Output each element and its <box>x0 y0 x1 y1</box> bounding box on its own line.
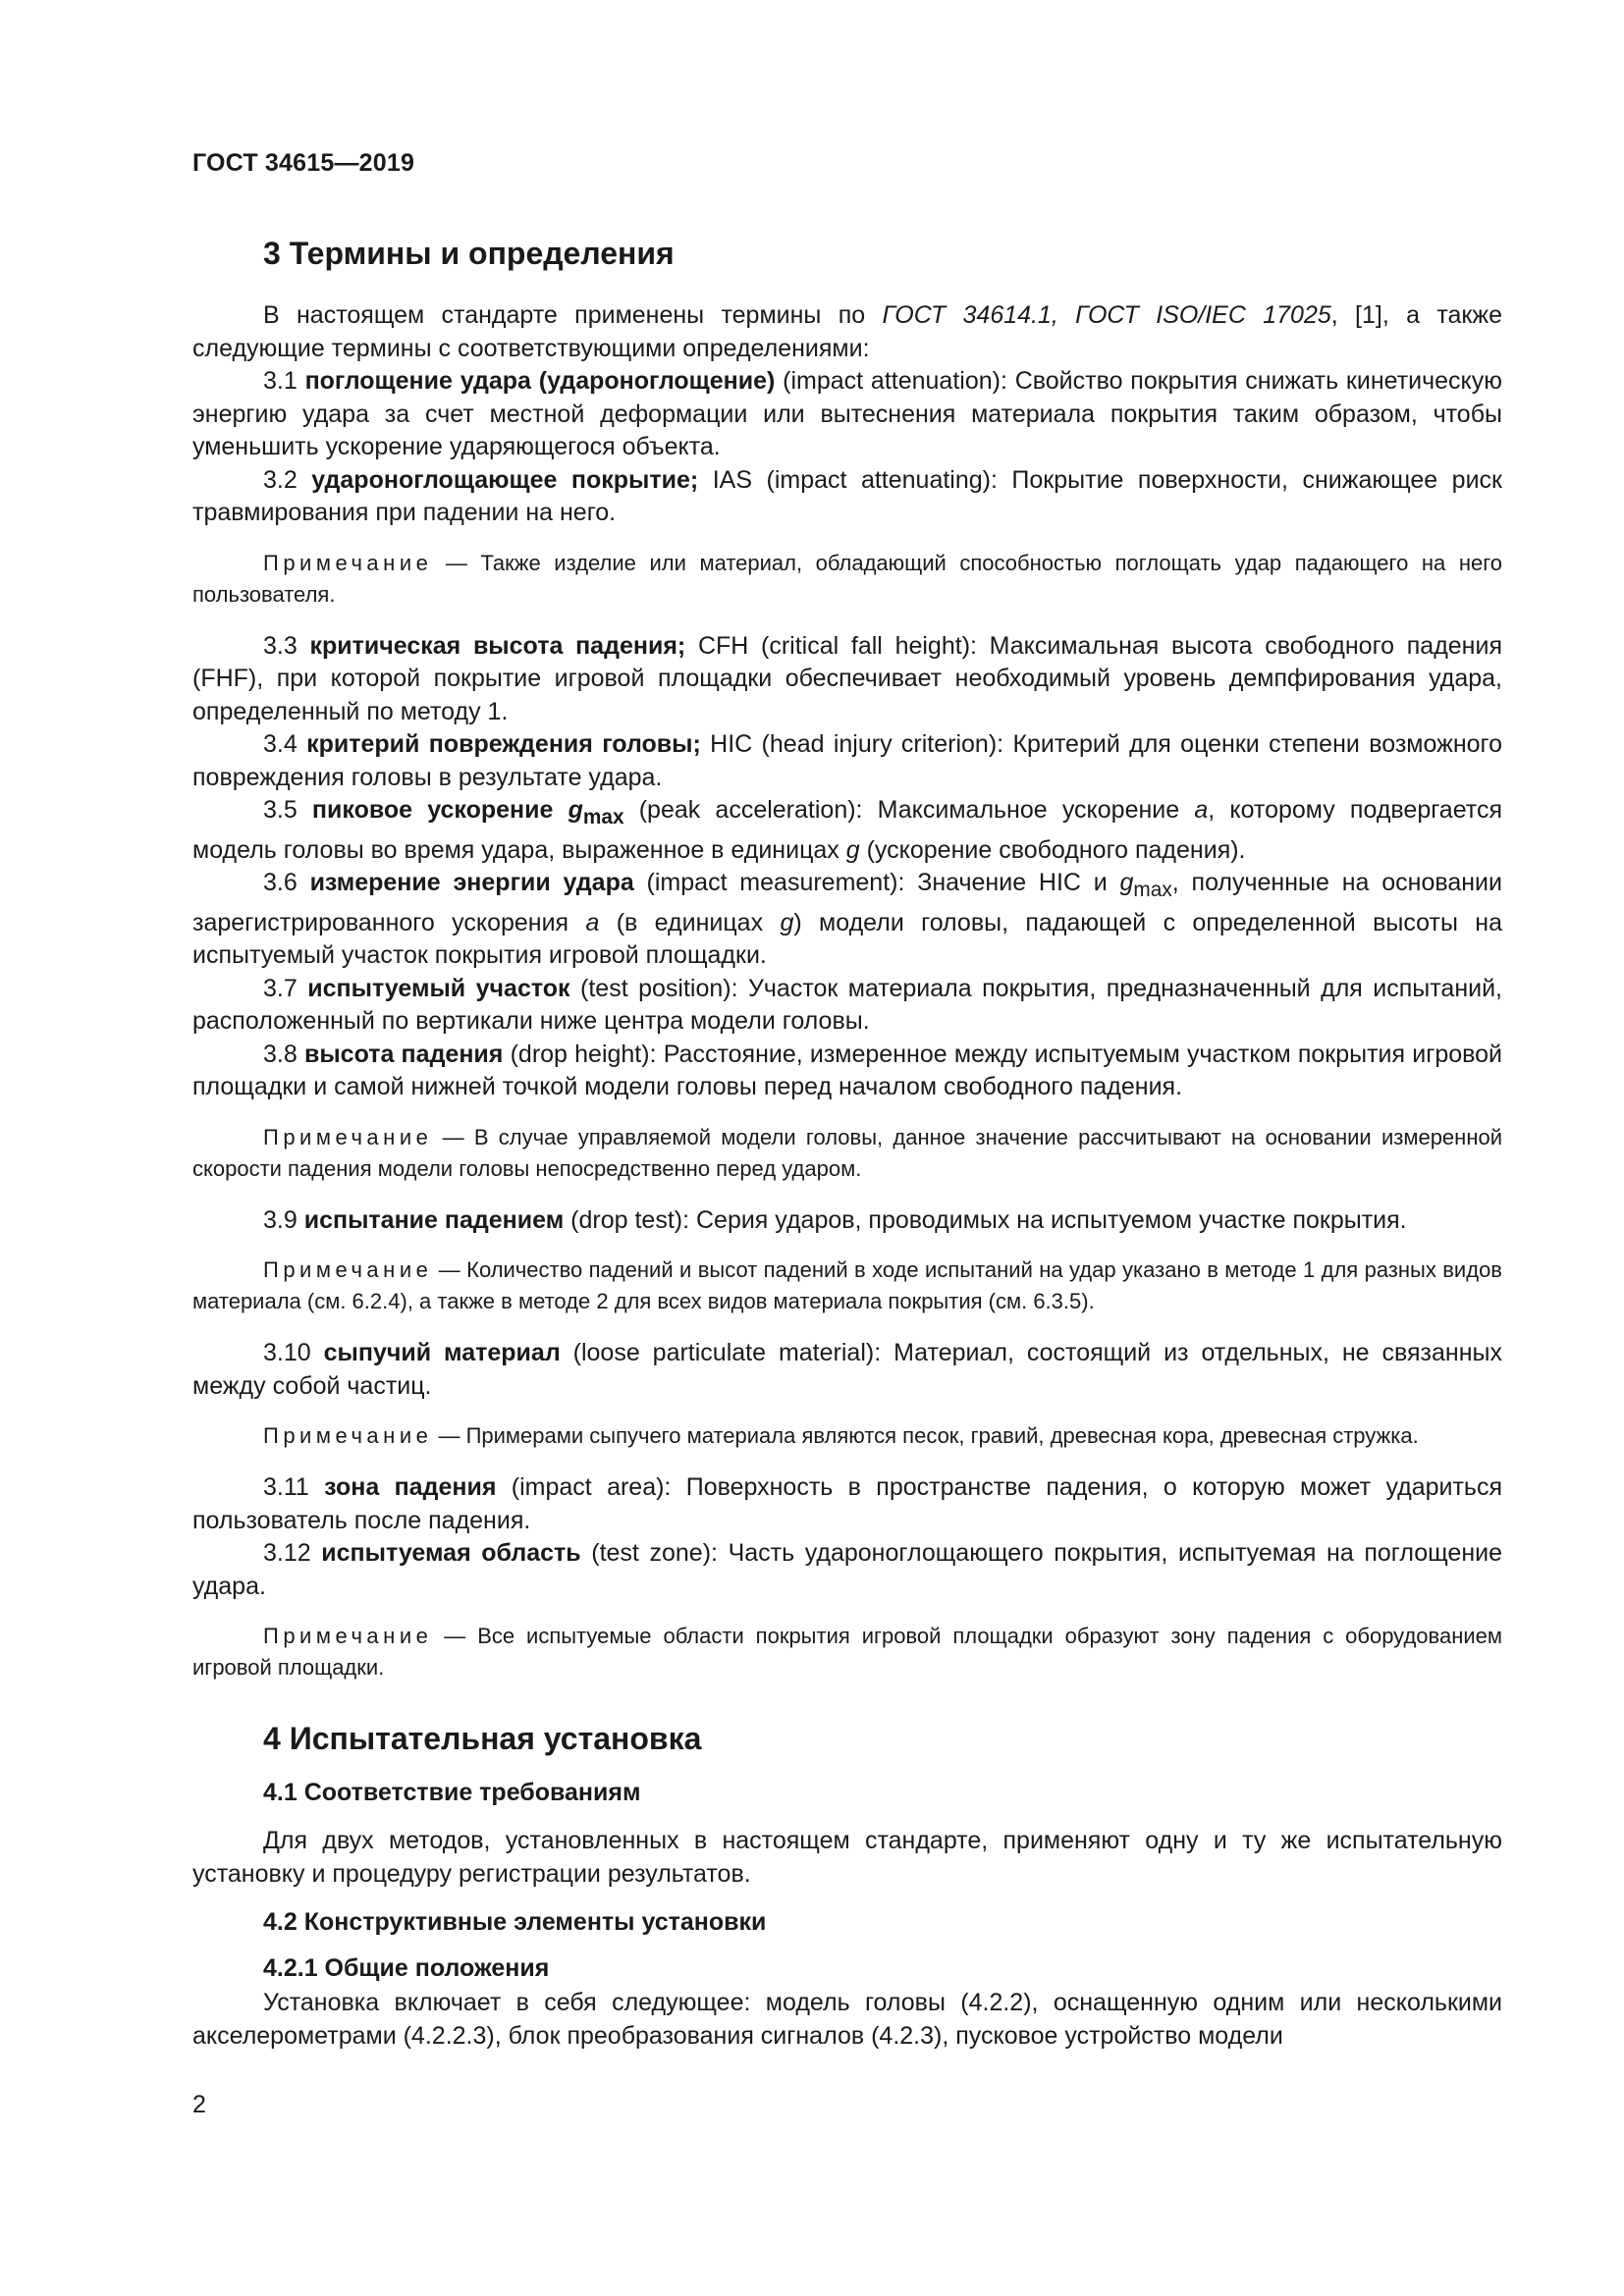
document-header: ГОСТ 34615—2019 <box>192 149 415 177</box>
section-4-title: 4 Испытательная установка <box>263 1721 702 1756</box>
term-3-11: 3.11 зона падения (impact area): Поверхность в пространстве падения, о которую может удариться пользователь после падения. <box>192 1473 1502 1534</box>
term-3-12: 3.12 испытуемая область (test zone): Часть удароноглощающего покрытия, испытуемая на поглощение удара. <box>192 1539 1502 1600</box>
subsection-4-1-text: Для двух методов, установленных в настоящем стандарте, применяют одну и ту же испытательную установку и процедуру регистрации результатов. <box>192 1827 1502 1888</box>
note-1: Примечание — Также изделие или материал, обладающий способностью поглощать удар падающего на него пользователя. <box>192 550 1502 607</box>
term-3-5: 3.5 пиковое ускорение $g_{max}$ (peak acceleration): Максимальное ускорение a, которому подвергается модель головы во время удара, выраженное в единицах g (ускорение свободного падения). <box>192 796 1502 864</box>
term-3-9: 3.9 испытание падением (drop test): Серия ударов, проводимых на испытуемом участке покрытия. <box>263 1205 1407 1234</box>
note-3: Примечание — Количество падений и высот падений в ходе испытаний на удар указано в методе 1 для разных видов материала (см. 6.2.4), а также в методе 2 для всех видов материала покрытия (см. 6.3.5). <box>192 1257 1502 1313</box>
note-4: Примечание — Примерами сыпучего материала являются песок, гравий, древесная кора, древесная стружка. <box>263 1423 1419 1448</box>
term-3-10: 3.10 сыпучий материал (loose particulate material): Материал, состоящий из отдельных, не связанных между собой частиц. <box>192 1339 1502 1400</box>
term-3-1: 3.1 поглощение удара (удароноглощение) (impact attenuation): Свойство покрытия снижать кинетическую энергию удара за счет местной деформации или вытеснения материала покрытия таким образом, чтобы уменьшить ускорение ударяющегося объекта. <box>192 367 1503 460</box>
term-3-2: 3.2 удароноглощающее покрытие; IAS (impact attenuating): Покрытие поверхности, снижающее риск травмирования при падении на него. <box>192 465 1502 526</box>
section-3-title: 3 Термины и определения <box>263 236 675 271</box>
subsection-4-2-1-text: Установка включает в себя следующее: модель головы (4.2.2), оснащенную одним или несколькими акселерометрами (4.2.2.3), блок преобразования сигналов (4.2.3), пусковое устройство модели <box>192 1989 1502 2050</box>
term-3-8: 3.8 высота падения (drop height): Расстояние, измеренное между испытуемым участком покрытия игровой площадки и самой нижней точкой модели головы перед началом свободного падения. <box>192 1040 1503 1100</box>
term-3-6: 3.6 измерение энергии удара (impact measurement): Значение HIC и $g_{max}$, полученные на основании зарегистрированного ускорения a (в единицах g) модели головы, падающей с определенной высоты на испытуемый участок покрытия игровой площадки. <box>192 869 1502 969</box>
section-3-intro: В настоящем стандарте применены термины по ГОСТ 34614.1, ГОСТ ISO/IEC 17025, [1], а также следующие термины с соответствующими определениями: <box>192 301 1502 362</box>
note-2: Примечание — В случае управляемой модели головы, данное значение рассчитывают на основании измеренной скорости падения модели головы непосредственно перед ударом. <box>192 1124 1502 1181</box>
subsection-4-1-title: 4.1 Соответствие требованиям <box>263 1779 641 1806</box>
term-3-4: 3.4 критерий повреждения головы; HIC (head injury criterion): Критерий для оценки степени возможного повреждения головы в результате удара. <box>192 730 1502 791</box>
note-5: Примечание — Все испытуемые области покрытия игровой площадки образуют зону падения с оборудованием игровой площадки. <box>192 1624 1502 1680</box>
page-number: 2 <box>192 2091 206 2118</box>
page-content <box>192 236 1502 2053</box>
subsection-4-2-title: 4.2 Конструктивные элементы установки <box>263 1908 767 1936</box>
term-3-3: 3.3 критическая высота падения; CFH (critical fall height): Максимальная высота свободного падения (FHF), при которой покрытие игровой площадки обеспечивает необходимый уровень демпфирования удара, определенный по методу 1. <box>192 631 1502 725</box>
subsection-4-2-1-title: 4.2.1 Общие положения <box>263 1954 550 1982</box>
term-3-7: 3.7 испытуемый участок (test position): Участок материала покрытия, предназначенный для испытаний, расположенный по вертикали ниже центра модели головы. <box>192 974 1503 1035</box>
